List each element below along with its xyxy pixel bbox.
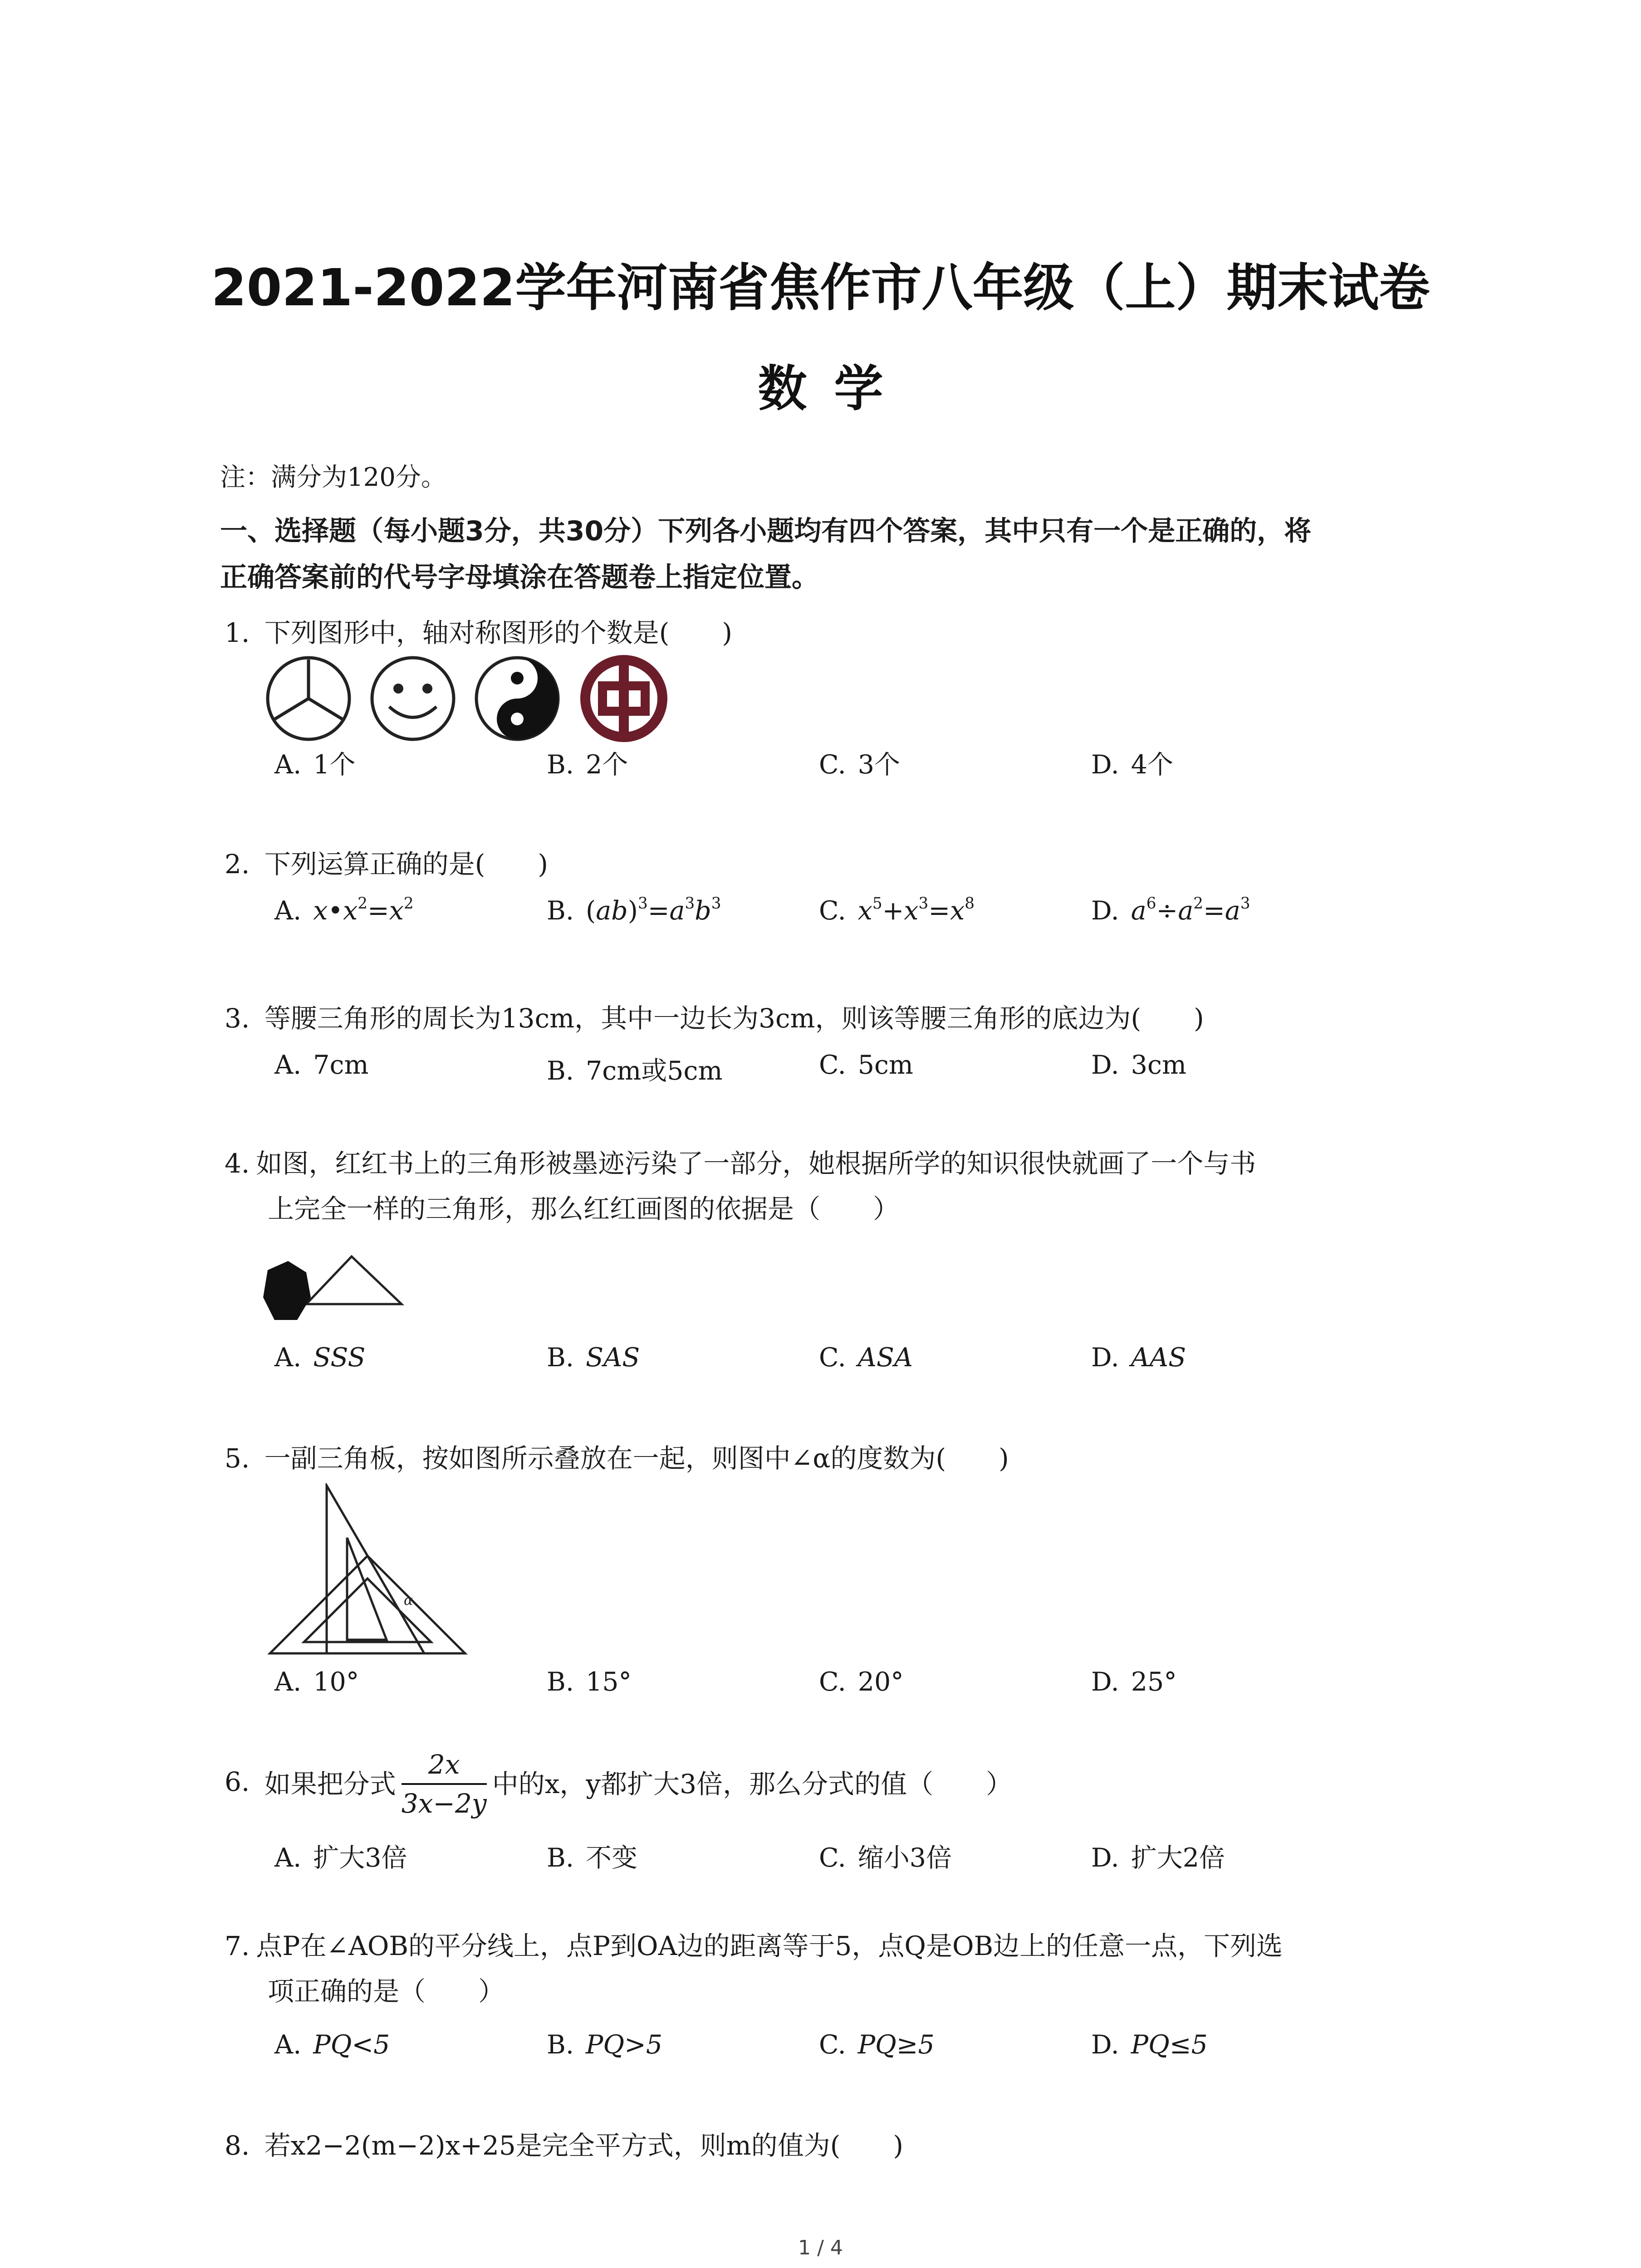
option-letter: C.	[819, 1843, 846, 1873]
section-heading-line2: 正确答案前的代号字母填涂在答题卷上指定位置。	[220, 562, 819, 593]
option-letter: D.	[1091, 750, 1119, 780]
question-text: 若x2−2(m−2)x+25是完全平方式，则m的值为( )	[264, 2130, 904, 2161]
option-text: 7cm或5cm	[586, 1056, 723, 1086]
option-text: AAS	[1131, 1343, 1186, 1373]
question-text-line2: 项正确的是（ ）	[268, 1976, 505, 2007]
section-heading	[220, 508, 1445, 601]
q1-option-c[interactable]	[819, 744, 900, 781]
option-text: 3个	[857, 750, 900, 780]
option-text: SAS	[586, 1343, 640, 1373]
q5-option-d[interactable]	[1091, 1667, 1177, 1697]
q6-option-d[interactable]	[1091, 1837, 1225, 1874]
option-letter: A.	[274, 2030, 302, 2060]
option-letter: A.	[274, 1050, 302, 1080]
ink-blot-icon	[263, 1261, 311, 1320]
question-text: 下列图形中，轴对称图形的个数是( )	[264, 617, 733, 648]
q2-option-d[interactable]: D. $a^6\div a^2=a^3$	[1091, 894, 1250, 926]
question-text-before: 如果把分式	[264, 1769, 396, 1799]
q1-option-d[interactable]	[1091, 744, 1173, 781]
q7-option-d[interactable]	[1091, 2030, 1208, 2060]
mercedes-logo-icon	[268, 658, 349, 739]
question-4	[225, 1141, 1256, 1232]
option-text: 缩小3倍	[857, 1843, 952, 1873]
fraction-numerator: 2x	[402, 1749, 487, 1785]
question-text: 等腰三角形的周长为13cm，其中一边长为3cm，则该等腰三角形的底边为( )	[264, 1003, 1204, 1034]
option-text: SSS	[313, 1343, 366, 1373]
option-letter: C.	[819, 750, 846, 780]
subject-title: 数学	[758, 361, 911, 417]
option-letter: B.	[547, 896, 574, 926]
q2-option-b[interactable]: B. $(ab)^3=a^3b^3$	[547, 894, 721, 926]
option-letter: D.	[1091, 1667, 1119, 1697]
alpha-label: α	[404, 1593, 413, 1608]
option-text: 15°	[586, 1667, 632, 1697]
option-letter: B.	[547, 1667, 574, 1697]
question-number: 1.	[225, 617, 250, 648]
option-text: ASA	[857, 1343, 913, 1373]
q1-option-a[interactable]	[274, 744, 356, 781]
option-text: 4个	[1131, 750, 1174, 780]
q6-option-b[interactable]	[547, 1837, 637, 1874]
option-letter: B.	[547, 1343, 574, 1373]
q7-option-a[interactable]	[274, 2030, 390, 2060]
option-letter: A.	[274, 1667, 302, 1697]
question-text-line1: 点P在∠AOB的平分线上，点P到OA边的距离等于5，点Q是OB边上的任意一点，下列选	[256, 1931, 1283, 1961]
fraction-denominator: 3x−2y	[401, 1788, 487, 1819]
option-text: 2个	[586, 750, 628, 780]
option-letter: D.	[1091, 896, 1119, 926]
question-7	[225, 1923, 1283, 2014]
q4-option-c[interactable]	[819, 1343, 913, 1373]
option-text: 扩大3倍	[313, 1843, 407, 1873]
q4-option-b[interactable]	[547, 1343, 640, 1373]
option-text: 不变	[586, 1843, 638, 1873]
q4-figure	[261, 1252, 406, 1329]
question-text-after: 中的x，y都扩大3倍，那么分式的值（ ）	[492, 1769, 1013, 1799]
q4-option-a[interactable]	[274, 1343, 365, 1373]
q1-option-b[interactable]	[547, 744, 628, 781]
option-letter: A.	[274, 1843, 302, 1873]
q3-option-d[interactable]	[1091, 1050, 1186, 1080]
option-letter: B.	[547, 1056, 574, 1086]
q3-option-a[interactable]	[274, 1050, 369, 1080]
q7-option-b[interactable]	[547, 2030, 662, 2060]
option-text: 1个	[313, 750, 356, 780]
option-letter: A.	[274, 896, 302, 926]
option-text: PQ≥5	[857, 2030, 935, 2060]
question-3	[225, 996, 1204, 1041]
question-5	[225, 1436, 1009, 1481]
smiley-face-icon	[372, 658, 454, 739]
question-number: 4.	[225, 1148, 250, 1179]
option-letter: D.	[1091, 1050, 1119, 1080]
score-note: 注：满分为120分。	[220, 463, 446, 492]
yin-yang-icon	[476, 658, 558, 739]
q2-option-c[interactable]: C. $x^5+x^3=x^8$	[819, 894, 975, 926]
q5-option-c[interactable]	[819, 1667, 904, 1697]
question-8	[225, 2123, 903, 2168]
page-number: 1 / 4	[798, 2236, 843, 2259]
option-text: 扩大2倍	[1131, 1843, 1225, 1873]
question-1	[225, 610, 732, 655]
option-formula: x	[313, 896, 328, 926]
question-number: 7.	[225, 1931, 250, 1961]
page-title: 2021-2022学年河南省焦作市八年级（上）期末试卷	[211, 259, 1430, 318]
option-letter: B.	[547, 1843, 574, 1873]
fraction	[402, 1749, 487, 1819]
option-letter: D.	[1091, 1343, 1119, 1373]
question-6	[225, 1749, 1012, 1819]
option-text: 5cm	[857, 1050, 913, 1080]
question-number: 2.	[225, 849, 250, 880]
q3-option-b[interactable]	[547, 1050, 723, 1087]
q5-option-b[interactable]	[547, 1667, 632, 1697]
option-text: 3cm	[1131, 1050, 1187, 1080]
option-letter: C.	[819, 2030, 846, 2060]
option-text: PQ≤5	[1131, 2030, 1208, 2060]
q2-option-a[interactable]: A. $x•x^2=x^2$	[274, 894, 414, 926]
triangle-shape	[306, 1256, 402, 1304]
q6-option-c[interactable]	[819, 1837, 952, 1874]
question-text-line2: 上完全一样的三角形，那么红红画图的依据是（ ）	[268, 1193, 900, 1224]
section-heading-line1: 一、选择题（每小题3分，共30分）下列各小题均有四个答案，其中只有一个是正确的，将	[220, 515, 1312, 547]
set-square-30-60	[327, 1486, 424, 1653]
option-text: 20°	[857, 1667, 904, 1697]
option-letter: C.	[819, 1050, 846, 1080]
option-letter: A.	[274, 1343, 302, 1373]
q5-option-a[interactable]	[274, 1667, 359, 1697]
option-text: 10°	[313, 1667, 359, 1697]
option-letter: C.	[819, 1667, 846, 1697]
question-text: 一副三角板，按如图所示叠放在一起，则图中∠α的度数为( )	[264, 1443, 1009, 1474]
question-number: 3.	[225, 1003, 250, 1034]
q3-option-c[interactable]	[819, 1050, 913, 1080]
option-letter: C.	[819, 896, 846, 926]
option-text: PQ>5	[586, 2030, 663, 2060]
option-letter: D.	[1091, 2030, 1119, 2060]
question-number: 8.	[225, 2130, 250, 2161]
option-letter: B.	[547, 750, 574, 780]
question-number: 6.	[225, 1766, 250, 1798]
option-letter: B.	[547, 2030, 574, 2060]
question-2	[225, 841, 548, 887]
q1-figures	[263, 653, 685, 744]
question-text-line1: 如图，红红书上的三角形被墨迹污染了一部分，她根据所学的知识很快就画了一个与书	[256, 1148, 1256, 1179]
q6-option-a[interactable]	[274, 1837, 407, 1874]
q5-figure	[268, 1483, 476, 1660]
bank-of-china-logo-icon	[585, 660, 662, 737]
option-text: 25°	[1131, 1667, 1177, 1697]
option-letter: D.	[1091, 1843, 1119, 1873]
option-text: 7cm	[313, 1050, 369, 1080]
question-number: 5.	[225, 1443, 250, 1474]
q4-option-d[interactable]	[1091, 1343, 1186, 1373]
option-letter: C.	[819, 1343, 846, 1373]
q7-option-c[interactable]	[819, 2030, 935, 2060]
option-letter: A.	[274, 750, 302, 780]
question-text: 下列运算正确的是( )	[264, 849, 549, 880]
option-text: PQ<5	[313, 2030, 390, 2060]
